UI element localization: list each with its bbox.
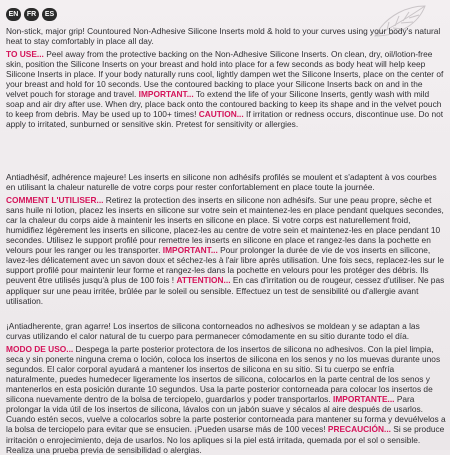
language-badges <box>6 8 57 22</box>
english-intro: Non-stick, major grip! Countoured Non-Adhesive Silicone Inserts mold & hold to your curves using your body's natural heat to stay comfortably in place all day. <box>6 26 441 47</box>
english-instructions <box>6 49 446 129</box>
english-section <box>6 26 446 129</box>
english-to-use-heading: TO USE... <box>6 49 44 60</box>
french-intro: Antiadhésif, adhérence majeure! Les inserts en silicone non adhésifs profilés se moulent et s'adaptent à vos courbes en utilisant la chaleur naturelle de votre corps pour rester confortablement en place toute la journée. <box>6 172 437 193</box>
spanish-caution-text: Si se produce irritación o enrojecimiento, deja de usarlos. No los apliques si la piel está irritada, quemada por el sol o sensible. Realiza una prueba previa de sensibilidad o alergias. <box>6 424 445 455</box>
spanish-intro: ¡Antiadherente, gran agarre! Los insertos de silicona contorneados no adhesivos se moldean y se adaptan a las curvas utilizando el calor natural de tu cuerpo para permanecer cómodamente en su sitio durante todo el día. <box>6 321 420 342</box>
language-badge-fr: FR <box>24 8 39 21</box>
language-badge-es: ES <box>42 8 57 21</box>
english-to-use-text: Peel away from the protective backing on the Non-Adhesive Silicone Inserts. On clean, dry, oil/lotion-free skin, position the Silicone Inserts on your breast and hold into place for a few seconds as body heat will help keep Silicone Inserts in place. If your body naturally runs cool, lightly dampen wet the Silicone Inserts, place on the center of your breast and hold for 10 seconds. Use the contoured backing to place your Silicone Inserts back on and in the velvet pouch for storage and travel. <box>6 49 444 100</box>
spanish-important-heading: IMPORTANTE... <box>333 394 395 405</box>
french-important-heading: IMPORTANT... <box>162 245 218 256</box>
spanish-section <box>6 321 446 455</box>
spanish-to-use-heading: MODO DE USO... <box>6 344 74 355</box>
french-caution-heading: ATTENTION... <box>176 275 231 286</box>
english-important-heading: IMPORTANT... <box>138 89 194 100</box>
english-caution-heading: CAUTION... <box>198 109 244 120</box>
french-section <box>6 172 446 306</box>
french-important-text: Pour prolonger la durée de vie de vos inserts en silicone, lavez-les délicatement avec un savon doux et séchez-les à l'air libre après utilisation. Une fois secs, replacez-les sur le support profilé pour maintenir leur forme et rangez-les dans la pochette en velours pour les protéger des débris. Ils peuvent être utilisés jusqu'à plus de 100 fois ! <box>6 245 444 286</box>
spanish-caution-heading: PRECAUCIÓN... <box>327 424 391 435</box>
english-important-text: To extend the life of your Silicone Inserts, gently wash with mild soap and air dry after use. When dry, place back onto the contoured backing to keep its shape and in the velvet pouch to keep from debris. May be used up to 100+ times! <box>6 89 442 120</box>
french-instructions <box>6 195 446 306</box>
spanish-to-use-text: Despega la parte posterior protectora de los insertos de silicona no adhesivos. Con la piel limpia, seca y sin ponerte ninguna crema o loción, coloca los insertos de silicona en los senos y no los muevas durante unos segundos. El calor corporal ayudará a mantener los insertos de silicona en su sitio. Si tu cuerpo se enfría naturalmente, puedes humedecer ligeramente los insertos de silicona, colocarlos en la parte central de los senos y mantenerlos en esta posición durante 10 segundos. Usa la parte posterior contorneada para colocar los insertos de silicona nuevamente dentro de la bolsa de terciopelo, guardarlos y poder transportarlos. <box>6 344 441 405</box>
spanish-instructions <box>6 344 446 455</box>
french-caution-text: En cas d'irritation ou de rougeur, cessez d'utiliser. Ne pas appliquer sur une peau irritée, brûlée par le soleil ou sensible. Effectuez un test de sensibilité ou d'allergie avant utilisation. <box>6 275 445 306</box>
english-caution-text: If irritation or redness occurs, discontinue use. Do not apply to irritated, sunburned or sensitive skin. Pretest for sensitivity or allergies. <box>6 109 444 130</box>
language-badge-en: EN <box>6 8 21 21</box>
french-to-use-text: Retirez la protection des inserts en silicone non adhésifs. Sur une peau propre, sèche et sans huile ni lotion, placez les inserts en silicone sur votre sein et maintenez-les en place pendant quelques secondes, car la chaleur du corps aide à maintenir les inserts en silicone en place. Si votre corps est naturellement froid, humidifiez légèrement les inserts en silicone, placez-les au centre de votre sein et maintenez-les en place pendant 10 secondes. Utilisez le support profilé pour remettre les inserts en silicone en place et rangez-les dans la pochette en velours pour les ranger ou les transporter. <box>6 195 444 256</box>
spanish-important-text: Para prolongar la vida útil de los insertos de silicona, lávalos con un jabón suave y sécalos al aire después de usarlos. Cuando estén secos, vuelve a colocarlos sobre la parte posterior contorneada para mantener su forma y devuélvelos a la bolsa de terciopelo para evitar que se ensucien. ¡Pueden usarse más de 100 veces! <box>6 394 446 435</box>
french-to-use-heading: COMMENT L'UTILISER... <box>6 195 104 206</box>
